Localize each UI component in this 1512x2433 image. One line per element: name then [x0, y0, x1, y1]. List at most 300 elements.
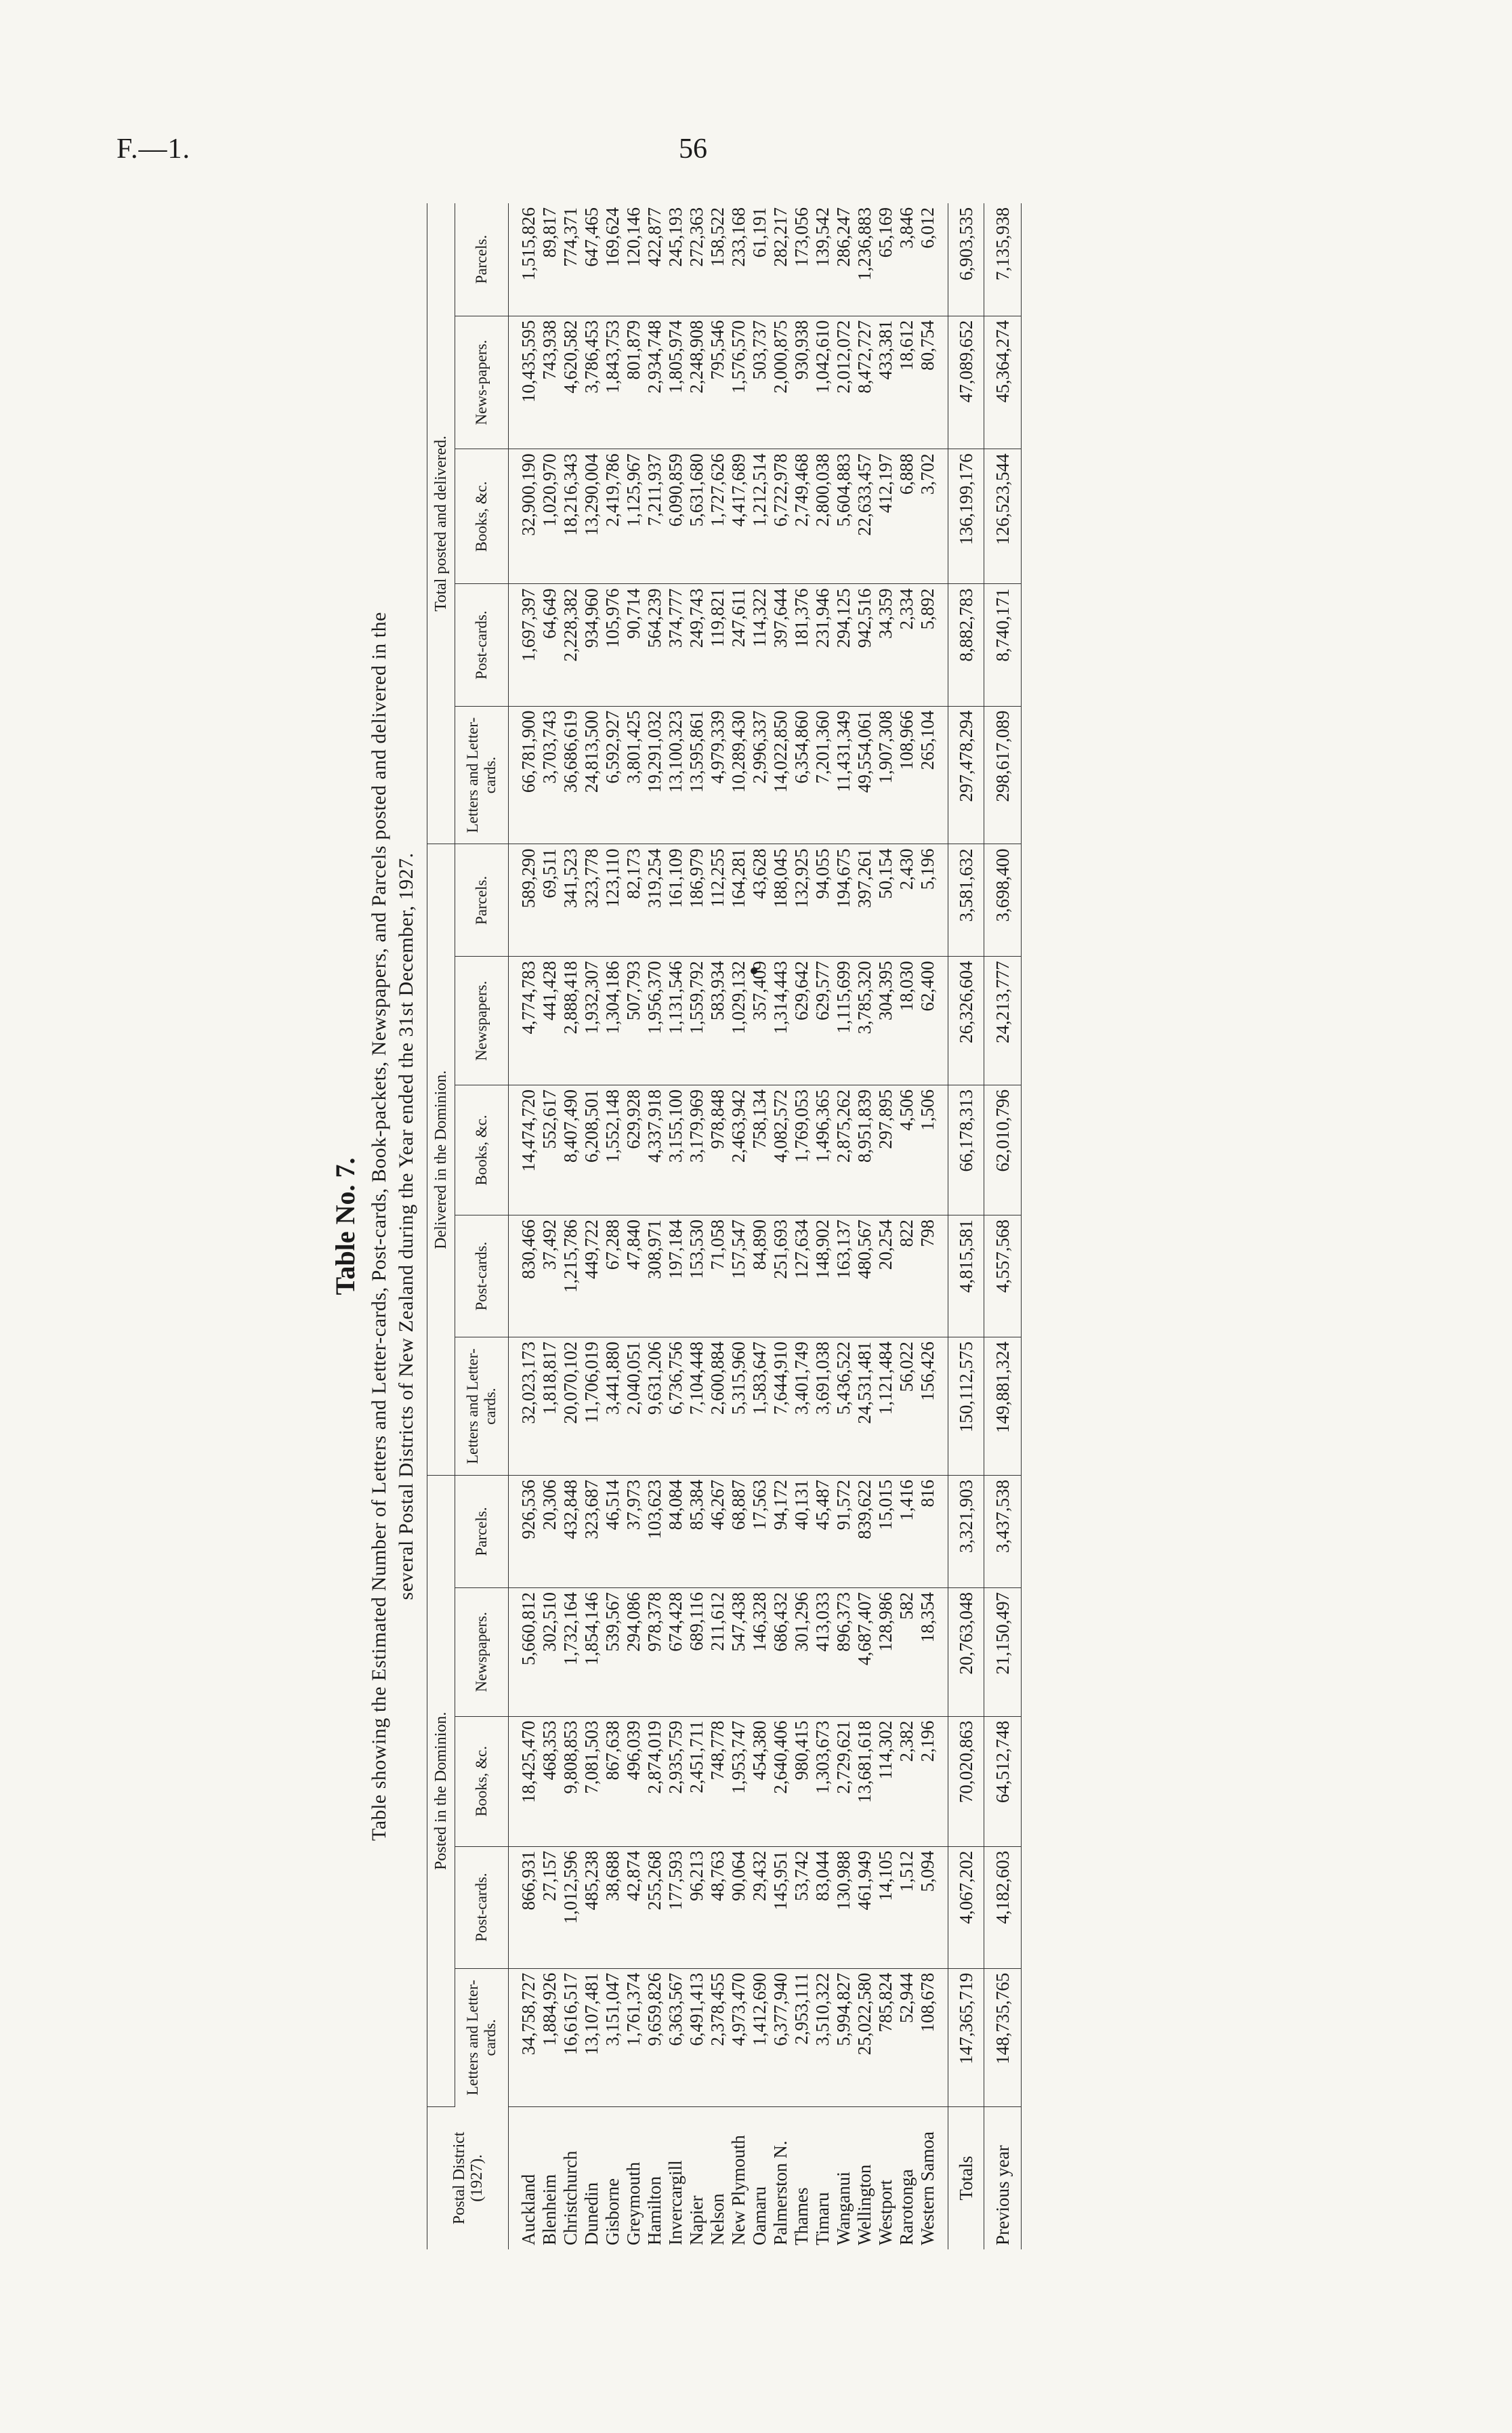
table-cell: 233,168 [728, 203, 749, 316]
table-cell: 1,843,753 [602, 316, 623, 449]
table-cell: 413,033 [812, 1587, 833, 1716]
table-cell: 114,302 [875, 1716, 896, 1846]
table-label: Table No. 7. [330, 1157, 360, 1295]
table-row [875, 203, 896, 2249]
table-cell: 255,268 [644, 1846, 665, 1968]
table-cell: 1,732,164 [560, 1587, 581, 1716]
column-header: Letters and Letter-cards. [455, 1337, 509, 1476]
table-cell: 629,642 [791, 957, 812, 1085]
district-name: Christchurch [560, 2150, 581, 2245]
table-cell: 5,994,827 [833, 1968, 854, 2106]
table-cell: 91,572 [833, 1476, 854, 1588]
table-cell: 867,638 [602, 1716, 623, 1846]
table-cell: 582 [896, 1587, 917, 1716]
table-cell: 10,435,595 [509, 316, 540, 449]
table-cell: 2,248,908 [686, 316, 707, 449]
table-cell: 454,380 [749, 1716, 770, 1846]
table-cell: 286,247 [833, 203, 854, 316]
table-cell: 774,371 [560, 203, 581, 316]
table-cell: 85,384 [686, 1476, 707, 1588]
table-cell: 94,055 [812, 844, 833, 957]
table-cell: 148,902 [812, 1215, 833, 1337]
table-cell: 748,778 [707, 1716, 728, 1846]
table-cell: 4,687,407 [854, 1587, 875, 1716]
table-cell: 61,191 [749, 203, 770, 316]
table-cell: 84,890 [749, 1215, 770, 1337]
district-name: Napier [686, 2195, 707, 2245]
table-cell: 1,884,926 [539, 1968, 560, 2106]
table-cell: 45,364,274 [984, 316, 1022, 449]
table-cell: 1,303,673 [812, 1716, 833, 1846]
district-name: Western Samoa [917, 2131, 938, 2245]
table-cell: 2,875,262 [833, 1085, 854, 1215]
table-cell: 7,081,503 [581, 1716, 602, 1846]
district-name: Invercargill [665, 2160, 686, 2245]
table-cell: 758,134 [749, 1085, 770, 1215]
table-cell: 6,903,535 [948, 203, 984, 316]
table-cell: 4,182,603 [984, 1846, 1022, 1968]
table-cell: 397,261 [854, 844, 875, 957]
table-cell: 6,354,860 [791, 706, 812, 844]
table-cell: 647,465 [581, 203, 602, 316]
table-cell: 1,029,132 [728, 957, 749, 1085]
table-cell: 48,763 [707, 1846, 728, 1968]
district-name: Hamilton [644, 2176, 665, 2245]
table-cell: 1,115,699 [833, 957, 854, 1085]
table-cell: 37,973 [623, 1476, 644, 1588]
table-cell: 19,291,032 [644, 706, 665, 844]
table-cell: 126,523,544 [984, 449, 1022, 584]
column-header: Letters and Letter-cards. [455, 706, 509, 844]
table-cell: 66,781,900 [509, 706, 540, 844]
table-cell: 6,363,567 [665, 1968, 686, 2106]
table-cell: 84,084 [665, 1476, 686, 1588]
table-cell: 1,012,596 [560, 1846, 581, 1968]
table-cell: 15,015 [875, 1476, 896, 1588]
table-cell: 2,228,382 [560, 584, 581, 706]
table-cell: 1,212,514 [749, 449, 770, 584]
table-cell: 9,631,206 [644, 1337, 665, 1476]
district-name: Wellington [854, 2164, 875, 2245]
district-name: Timaru [812, 2192, 833, 2245]
table-cell: 2,430 [896, 844, 917, 957]
table-cell: 8,882,783 [948, 584, 984, 706]
table-cell: 2,334 [896, 584, 917, 706]
table-cell: 46,514 [602, 1476, 623, 1588]
table-cell: 272,363 [686, 203, 707, 316]
table-cell: 20,763,048 [948, 1587, 984, 1716]
table-cell: 9,659,826 [644, 1968, 665, 2106]
table-cell: 3,401,749 [791, 1337, 812, 1476]
table-cell: 40,131 [791, 1476, 812, 1588]
table-cell: 308,971 [644, 1215, 665, 1337]
group-header-delivered: Delivered in the Dominion. [427, 844, 455, 1476]
table-cell: 132,925 [791, 844, 812, 957]
table-cell: 69,511 [539, 844, 560, 957]
column-header: Books, &c. [455, 1716, 509, 1846]
table-cell: 1,215,786 [560, 1215, 581, 1337]
table-cell: 6,090,859 [665, 449, 686, 584]
table-cell: 1,956,370 [644, 957, 665, 1085]
table-cell: 547,438 [728, 1587, 749, 1716]
table-cell: 432,848 [560, 1476, 581, 1588]
table-cell: 8,740,171 [984, 584, 1022, 706]
table-cell: 980,415 [791, 1716, 812, 1846]
table-row [812, 203, 833, 2249]
table-cell: 6,012 [917, 203, 948, 316]
table-cell: 5,892 [917, 584, 948, 706]
table-cell: 374,777 [665, 584, 686, 706]
table-cell: 7,104,448 [686, 1337, 707, 1476]
table-cell: 323,687 [581, 1476, 602, 1588]
table-row [791, 203, 812, 2249]
table-cell: 5,660,812 [509, 1587, 540, 1716]
table-cell: 108,678 [917, 1968, 948, 2106]
table-cell: 2,451,711 [686, 1716, 707, 1846]
table-cell: 188,045 [770, 844, 791, 957]
table-row [854, 203, 875, 2249]
table-cell: 161,109 [665, 844, 686, 957]
table-cell: 1,805,974 [665, 316, 686, 449]
page-reference: F.—1. [117, 133, 190, 165]
table-cell: 4,067,202 [948, 1846, 984, 1968]
table-cell: 4,774,783 [509, 957, 540, 1085]
table-cell: 4,979,339 [707, 706, 728, 844]
table-cell: 801,879 [623, 316, 644, 449]
table-cell: 1,583,647 [749, 1337, 770, 1476]
table-cell: 3,703,743 [539, 706, 560, 844]
table-cell: 249,743 [686, 584, 707, 706]
table-cell: 3,441,880 [602, 1337, 623, 1476]
table-cell: 3,155,100 [665, 1085, 686, 1215]
table-cell: 14,474,720 [509, 1085, 540, 1215]
group-header-total: Total posted and delivered. [427, 203, 455, 844]
table-cell: 1,953,747 [728, 1716, 749, 1846]
district-name: Wanganui [833, 2171, 854, 2245]
table-cell: 433,381 [875, 316, 896, 449]
table-cell: 8,951,839 [854, 1085, 875, 1215]
table-cell: 53,742 [791, 1846, 812, 1968]
table-cell: 294,125 [833, 584, 854, 706]
column-header: Parcels. [455, 1476, 509, 1588]
table-cell: 4,557,568 [984, 1215, 1022, 1337]
table-cell: 1,131,546 [665, 957, 686, 1085]
table-cell: 50,154 [875, 844, 896, 957]
table-cell: 103,623 [644, 1476, 665, 1588]
table-cell: 3,321,903 [948, 1476, 984, 1588]
table-cell: 20,254 [875, 1215, 896, 1337]
table-row [560, 203, 581, 2249]
table-cell: 27,157 [539, 1846, 560, 1968]
table-cell: 105,976 [602, 584, 623, 706]
table-cell: 2,419,786 [602, 449, 623, 584]
table-cell: 68,887 [728, 1476, 749, 1588]
table-cell: 301,296 [791, 1587, 812, 1716]
table-cell: 397,644 [770, 584, 791, 706]
table-row [896, 203, 917, 2249]
column-header: Newspapers. [455, 957, 509, 1085]
table-cell: 795,546 [707, 316, 728, 449]
district-name: Nelson [707, 2193, 728, 2245]
district-name: Palmerston N. [770, 2140, 791, 2245]
table-cell: 13,681,618 [854, 1716, 875, 1846]
table-cell: 80,754 [917, 316, 948, 449]
table-cell: 13,107,481 [581, 1968, 602, 2106]
table-cell: 66,178,313 [948, 1085, 984, 1215]
table-row [644, 203, 665, 2249]
table-cell: 785,824 [875, 1968, 896, 2106]
column-header: Newspapers. [455, 1587, 509, 1716]
table-cell: 1,818,817 [539, 1337, 560, 1476]
table-cell: 158,522 [707, 203, 728, 316]
table-title-line2: several Postal Districts of New Zealand during the Year ended the 31st December, 1927. [395, 852, 417, 1600]
table-cell: 247,611 [728, 584, 749, 706]
table-cell: 52,944 [896, 1968, 917, 2106]
table-cell: 7,211,937 [644, 449, 665, 584]
table-cell: 441,428 [539, 957, 560, 1085]
table-cell: 90,064 [728, 1846, 749, 1968]
table-cell: 13,290,004 [581, 449, 602, 584]
table-cell: 830,466 [509, 1215, 540, 1337]
table-cell: 46,267 [707, 1476, 728, 1588]
table-cell: 2,800,038 [812, 449, 833, 584]
table-cell: 3,151,047 [602, 1968, 623, 2106]
table-cell: 539,567 [602, 1587, 623, 1716]
column-header: Letters and Letter-cards. [455, 1968, 509, 2106]
table-cell: 3,698,400 [984, 844, 1022, 957]
table-cell: 1,236,883 [854, 203, 875, 316]
table-cell: 36,686,619 [560, 706, 581, 844]
table-cell: 32,023,173 [509, 1337, 540, 1476]
table-cell: 1,304,186 [602, 957, 623, 1085]
table-cell: 422,877 [644, 203, 665, 316]
table-cell: 798 [917, 1215, 948, 1337]
table-cell: 18,354 [917, 1587, 948, 1716]
table-cell: 2,640,406 [770, 1716, 791, 1846]
table-cell: 6,888 [896, 449, 917, 584]
table-cell: 120,146 [623, 203, 644, 316]
table-cell: 1,576,570 [728, 316, 749, 449]
table-cell: 56,022 [896, 1337, 917, 1476]
table-cell: 64,649 [539, 584, 560, 706]
table-cell: 153,530 [686, 1215, 707, 1337]
table-cell: 1,907,308 [875, 706, 896, 844]
table-cell: 70,020,863 [948, 1716, 984, 1846]
table-cell: 150,112,575 [948, 1337, 984, 1476]
table-cell: 319,254 [644, 844, 665, 957]
group-header-posted: Posted in the Dominion. [427, 1476, 455, 2107]
table-cell: 2,040,051 [623, 1337, 644, 1476]
table-cell: 10,289,430 [728, 706, 749, 844]
table-row [770, 203, 791, 2249]
table-cell: 7,135,938 [984, 203, 1022, 316]
table-cell: 3,702 [917, 449, 948, 584]
table-cell: 1,496,365 [812, 1085, 833, 1215]
table-cell: 3,801,425 [623, 706, 644, 844]
table-cell: 34,359 [875, 584, 896, 706]
table-cell: 181,376 [791, 584, 812, 706]
table-cell: 71,058 [707, 1215, 728, 1337]
table-cell: 5,436,522 [833, 1337, 854, 1476]
table-cell: 297,895 [875, 1085, 896, 1215]
table-cell: 164,281 [728, 844, 749, 957]
table-cell: 1,121,484 [875, 1337, 896, 1476]
column-header: Parcels. [455, 844, 509, 957]
table-cell: 62,400 [917, 957, 948, 1085]
table-row [833, 203, 854, 2249]
table-cell: 297,478,294 [948, 706, 984, 844]
table-cell: 32,900,190 [509, 449, 540, 584]
table-cell: 629,928 [623, 1085, 644, 1215]
table-cell: 816 [917, 1476, 948, 1588]
table-cell: 3,581,632 [948, 844, 984, 957]
table-cell: 1,559,792 [686, 957, 707, 1085]
table-cell: 294,086 [623, 1587, 644, 1716]
table-cell: 412,197 [875, 449, 896, 584]
table-cell: 18,425,470 [509, 1716, 540, 1846]
table-cell: 9,808,853 [560, 1716, 581, 1846]
table-cell: 7,644,910 [770, 1337, 791, 1476]
table-cell: 18,612 [896, 316, 917, 449]
table-cell: 47,089,652 [948, 316, 984, 449]
table-cell: 148,735,765 [984, 1968, 1022, 2106]
table-cell: 5,196 [917, 844, 948, 957]
table-cell: 2,888,418 [560, 957, 581, 1085]
table-cell: 2,935,759 [665, 1716, 686, 1846]
table-cell: 1,125,967 [623, 449, 644, 584]
table-cell: 136,199,176 [948, 449, 984, 584]
table-cell: 2,000,875 [770, 316, 791, 449]
table-cell: 839,622 [854, 1476, 875, 1588]
table-cell: 930,938 [791, 316, 812, 449]
table-cell: 2,749,468 [791, 449, 812, 584]
table-cell: 3,691,038 [812, 1337, 833, 1476]
table-cell: 2,934,748 [644, 316, 665, 449]
table-cell: 177,593 [665, 1846, 686, 1968]
district-name: Auckland [518, 2174, 539, 2245]
table-cell: 1,512 [896, 1846, 917, 1968]
table-cell: 26,326,604 [948, 957, 984, 1085]
table-cell: 689,116 [686, 1587, 707, 1716]
table-cell: 6,722,978 [770, 449, 791, 584]
table-cell: 18,030 [896, 957, 917, 1085]
table-cell: 1,412,690 [749, 1968, 770, 2106]
table-cell: 4,506 [896, 1085, 917, 1215]
district-header: Postal District (1927). [427, 2106, 509, 2249]
table-cell: 4,417,689 [728, 449, 749, 584]
table-cell: 743,938 [539, 316, 560, 449]
table-cell: 14,022,850 [770, 706, 791, 844]
table-cell: 1,506 [917, 1085, 948, 1215]
table-cell: 4,620,582 [560, 316, 581, 449]
district-name: Gisborne [602, 2178, 623, 2245]
table-cell: 265,104 [917, 706, 948, 844]
table-cell: 5,094 [917, 1846, 948, 1968]
table-cell: 83,044 [812, 1846, 833, 1968]
table-cell: 42,874 [623, 1846, 644, 1968]
table-cell: 47,840 [623, 1215, 644, 1337]
column-header: Post-cards. [455, 584, 509, 706]
table-cell: 29,432 [749, 1846, 770, 1968]
table-cell: 3,179,969 [686, 1085, 707, 1215]
column-header: Parcels. [455, 203, 509, 316]
column-header: News-papers. [455, 316, 509, 449]
table-cell: 4,337,918 [644, 1085, 665, 1215]
table-cell: 461,949 [854, 1846, 875, 1968]
previous-year-row [984, 203, 1022, 2249]
district-name: Westport [875, 2180, 896, 2245]
table-cell: 1,515,826 [509, 203, 540, 316]
table-cell: 3,437,538 [984, 1476, 1022, 1588]
table-cell: 1,932,307 [581, 957, 602, 1085]
table-cell: 145,951 [770, 1846, 791, 1968]
table-cell: 5,315,960 [728, 1337, 749, 1476]
table-cell: 5,604,883 [833, 449, 854, 584]
table-cell: 251,693 [770, 1215, 791, 1337]
table-cell: 17,563 [749, 1476, 770, 1588]
table-title-line1: Table showing the Estimated Number of Letters and Letter-cards, Post-cards, Book-packets, Newspapers, and Parcels posted and delivered in the [368, 612, 390, 1841]
table-cell: 4,973,470 [728, 1968, 749, 2106]
table-cell: 24,813,500 [581, 706, 602, 844]
table-cell: 282,217 [770, 203, 791, 316]
table-row [749, 203, 770, 2249]
table-cell: 18,216,343 [560, 449, 581, 584]
district-name: Greymouth [623, 2162, 644, 2245]
table-cell: 302,510 [539, 1587, 560, 1716]
table-cell: 38,688 [602, 1846, 623, 1968]
table-cell: 96,213 [686, 1846, 707, 1968]
table-cell: 62,010,796 [984, 1085, 1022, 1215]
table-cell: 2,463,942 [728, 1085, 749, 1215]
table-cell: 942,516 [854, 584, 875, 706]
table-cell: 156,426 [917, 1337, 948, 1476]
table-cell: 6,491,413 [686, 1968, 707, 2106]
table-cell: 67,288 [602, 1215, 623, 1337]
table-cell: 323,778 [581, 844, 602, 957]
table-cell: 896,373 [833, 1587, 854, 1716]
table-cell: 1,314,443 [770, 957, 791, 1085]
table-row [665, 203, 686, 2249]
table-cell: 37,492 [539, 1215, 560, 1337]
table-cell: 507,793 [623, 957, 644, 1085]
table-cell: 65,169 [875, 203, 896, 316]
table-cell: 978,848 [707, 1085, 728, 1215]
table-cell: 298,617,089 [984, 706, 1022, 844]
statistics-table [427, 203, 1022, 2249]
table-cell: 22,633,457 [854, 449, 875, 584]
column-header: Post-cards. [455, 1846, 509, 1968]
table-cell: 112,255 [707, 844, 728, 957]
table-cell: 119,821 [707, 584, 728, 706]
table-cell: 14,105 [875, 1846, 896, 1968]
table-cell: 485,238 [581, 1846, 602, 1968]
table-cell: 1,020,970 [539, 449, 560, 584]
table-cell: 8,407,490 [560, 1085, 581, 1215]
table-cell: 2,600,884 [707, 1337, 728, 1476]
table-cell: 194,675 [833, 844, 854, 957]
table-cell: 157,547 [728, 1215, 749, 1337]
table-cell: 114,322 [749, 584, 770, 706]
column-header: Books, &c. [455, 449, 509, 584]
table-cell: 20,306 [539, 1476, 560, 1588]
table-cell: 146,328 [749, 1587, 770, 1716]
totals-row-label: Totals [948, 2106, 984, 2249]
table-cell: 108,966 [896, 706, 917, 844]
table-cell: 94,172 [770, 1476, 791, 1588]
table-cell: 449,722 [581, 1215, 602, 1337]
table-cell: 926,536 [509, 1476, 540, 1588]
previous-year-row-label: Previous year [984, 2106, 1022, 2249]
